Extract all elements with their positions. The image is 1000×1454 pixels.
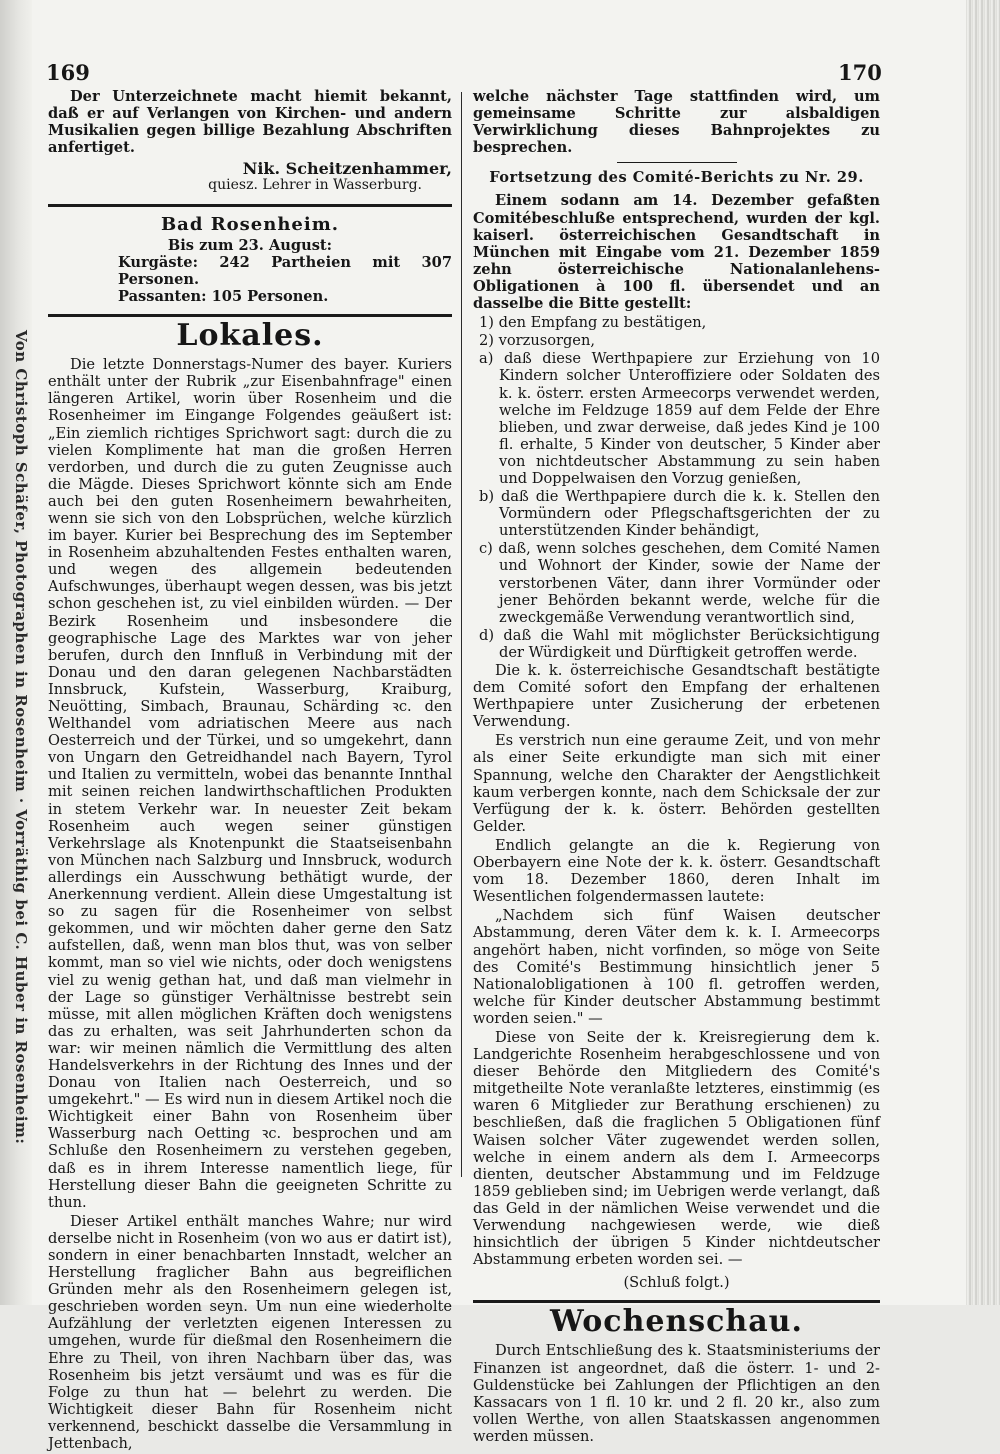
bad-rosenheim-title: Bad Rosenheim. xyxy=(160,213,340,235)
bad-date: Bis zum 23. August: xyxy=(167,236,333,254)
comite-paragraph-2: Die k. k. österreichische Gesandtschaft bestätigte dem Comité sofort den Empfang der erhaltenen Werthpapiere unter Zusicherung der erbetenen Verwendung. xyxy=(473,662,880,731)
comite-list-c: c) daß, wenn solches geschehen, dem Comité Namen und Wohnort der Kinder, sowie der Name der verstorbenen Väter, dann ihrer Vormünder oder jener Behörden bekannt werde, welche für die zweckgemäße Verwendung verantwortlich sind, xyxy=(479,540,880,626)
wochenschau-title: Wochenschau. xyxy=(550,1304,803,1340)
page-number-left: 169 xyxy=(46,60,90,85)
kurgaeste-line: Kurgäste: 242 Partheien mit 307 Personen. xyxy=(118,253,452,288)
schluss-folgt: (Schluß folgt.) xyxy=(623,1274,730,1292)
column-divider xyxy=(461,92,462,1177)
page-stack-edge xyxy=(966,0,1000,1305)
spine-advertisement-text: Von Christoph Schäfer, Photographen in Rosenheim · Vorräthig bei C. Huber in Rosenheim: xyxy=(12,330,30,1145)
notice-signature-title: quiesz. Lehrer in Wasserburg. xyxy=(208,177,422,194)
notice-signature-name: Nik. Scheitzenhammer, xyxy=(242,159,452,179)
comite-paragraph-4: Endlich gelangte an die k. Regierung von Oberbayern eine Note der k. k. österr. Gesandtschaft vom 18. Dezember 1860, deren Inhalt im Wesentlichen folgendermassen lautete: xyxy=(473,836,880,906)
comite-list-a: a) daß diese Werthpapiere zur Erziehung von 10 Kindern solcher Unteroffiziere oder Soldaten des k. k. österr. ersten Armeecorps verwendet werden, welche im Feldzuge 1859 auf dem Felde der Ehre blieben, und zwar derweise, daß jedes Kind je 100 fl. erhalte, 5 Kinder von deutscher, 5 Kinder aber von nichtdeutscher Abstammung zu sein haben und Doppelwaisen den Vorzug genießen, xyxy=(479,350,880,487)
comite-list-d: d) daß die Wahl mit möglichster Berücksichtigung der Würdigkeit und Dürftigkeit getroffen werde. xyxy=(479,626,880,661)
wochenschau-paragraph-1: Durch Entschließung des k. Staatsministeriums der Finanzen ist angeordnet, daß die österr. 1- und 2-Guldenstücke bei Zahlungen der Pflichtigen an den Kassacars von 1 fl. 10 kr. und 2 fl. 20 kr., also zum vollen Werthe, von allen Staatskassen angenommen werden müssen. xyxy=(473,1342,880,1445)
section-rule xyxy=(48,314,452,317)
comite-list-1: 1) den Empfang zu bestätigen, xyxy=(479,314,707,332)
left-column xyxy=(48,88,452,1454)
comite-title: Fortsetzung des Comité-Berichts zu Nr. 29. xyxy=(489,169,864,187)
section-rule xyxy=(48,204,452,207)
section-rule xyxy=(473,1300,880,1303)
short-rule xyxy=(617,162,737,163)
comite-list-2: 2) vorzusorgen, xyxy=(479,332,595,350)
comite-quote: „Nachdem sich fünf Waisen deutscher Abstammung, deren Väter dem k. k. I. Armeecorps angehört haben, nicht vorfinden, so möge von Seite des Comité's Bestimmung hinsichtlich jener 5 Nationalobligationen à 100 fl. getroffen werden, welche für Kinder deutscher Abstammung bestimmt worden seien." — xyxy=(473,907,880,1027)
lokales-paragraph-2: Dieser Artikel enthält manches Wahre; nur wird derselbe nicht in Rosenheim (von wo aus er datirt ist), sondern in einer benachbarten Innstadt, welcher an Herstellung fraglicher Bahn aus begreiflichen Gründen mehr als den Rosenheimern gelegen ist, geschrieben worden seyn. Um nun eine wiederholte Aufzählung der verletzten eigenen Interessen zu umgehen, wurde für dießmal den Rosenheimern die Ehre zu Theil, von ihren Nachbarn über das, was Rosenheim bis jetzt versäumt und was es für die Folge zu thun hat — belehrt zu werden. Die Wichtigkeit dieser Bahn für Rosenheim nicht verkennend, beschickt dasselbe die Versammlung in Jettenbach, xyxy=(48,1212,452,1453)
comite-paragraph-5: Diese von Seite der k. Kreisregierung dem k. Landgerichte Rosenheim herabgeschlossene und von dieser Behörde den Mitgliedern des Comité's mitgetheilte Note veranlaßte letzteres, einstimmig (es waren 6 Mitglieder zur Berathung erschienen) zu beschließen, daß die fraglichen 5 Obligationen fünf Waisen solcher Väter zugewendet werden sollen, welche in einem andern als dem I. Armeecorps dienten, deutscher Abstammung und im Feldzuge 1859 geblieben sind; im Uebrigen werde verlangt, daß das Geld in der nämlichen Weise verwendet und die Verwendung nachgewiesen werde, wie dieß hinsichtlich der übrigen 5 Kinder nichtdeutscher Abstammung erbeten worden sei. — xyxy=(473,1028,880,1269)
comite-paragraph-1: Einem sodann am 14. Dezember gefaßten Comitébeschluße entsprechend, wurden der kgl. kaiserl. österreichischen Gesandtschaft in München mit Eingabe vom 21. Dezember 1859 zehn österreichische Nationalanlehens-Obligationen à 100 fl. übersendet und an dasselbe die Bitte gestellt: xyxy=(473,192,880,313)
page-number-right: 170 xyxy=(838,60,882,85)
comite-paragraph-3: Es verstrich nun eine geraume Zeit, und von mehr als einer Seite erkundigte man sich mit einer Spannung, welche den Charakter der Aengstlichkeit kaum verbergen konnte, nach dem Schicksale der zur Verfügung der k. k. österr. Behörden gestellten Gelder. xyxy=(473,732,880,835)
lokales-paragraph-1: Die letzte Donnerstags-Numer des bayer. Kuriers enthält unter der Rubrik „zur Eisenbahnfrage" einen längeren Artikel, worin über Rosenheim und die Rosenheimer im Eingange Folgendes geäußert ist: „Ein ziemlich richtiges Sprichwort sagt: durch die zu vielen Komplimente hat man die großen Herren verdorben, und durch die zu guten Zeugnisse auch die Mägde. Dieses Sprichwort könnte sich am Ende auch bei den guten Rosenheimern bewahrheiten, wenn sie sich von den Lobsprüchen, welche kürzlich im bayer. Kurier bei Besprechung des im September in Rosenheim abzuhaltenden Festes enthalten waren, und wegen des allgemein bedeutenden Aufschwunges, überhaupt wegen dessen, was bis jetzt schon geschehen ist, zu viel einbilden würden. — Der Bezirk Rosenheim und insbesondere die geographische Lage des Marktes war von jeher berufen, durch den Innfluß in Verbindung mit der Donau und den daran gelegenen Nachbarstädten Innsbruck, Kufstein, Wasserburg, Kraiburg, Neuötting, Simbach, Braunau, Schärding ꝛc. den Welthandel vom adriatischen Meere aus nach Oesterreich und der Türkei, und so umgekehrt, dann von Ungarn den Getreidhandel nach Bayern, Tyrol und Italien zu vermitteln, wobei das benannte Innthal mit seinen reichen landwirthschaftlichen Produkten in stetem Verkehr war. In neuester Zeit bekam Rosenheim auch wegen seiner günstigen Verkehrslage als Knotenpunkt die Staatseisenbahn von München nach Salzburg und Innsbruck, wodurch allerdings ein Ausschwung bethätigt wurde, der Anerkennung verdient. Allein diese Umgestaltung ist so zu sagen für die Rosenheimer von selbst gekommen, und wir möchten daher gerne den Satz aufstellen, daß, wenn man blos thut, was von selber kommt, man so viel wie nichts, oder doch wenigstens viel zu wenig gethan hat, und daß man vielmehr in der Lage so günstiger Verhältnisse bestrebt sein müsse, mit allen möglichen Kräften doch wenigstens das zu erhalten, was seit Jahrhunderten schon da war: wir meinen nämlich die Vermittlung des alten Handelsverkehrs in der Richtung des Innes und der Donau von Italien nach Oesterreich, und so umgekehrt." — Es wird nun in diesem Artikel noch die Wichtigkeit einer Bahn von Rosenheim über Wasserburg nach Oetting ꝛc. besprochen und am Schluße den Rosenheimern zu verstehen gegeben, daß es in ihrem Interesse namentlich liege, für Herstellung dieser Bahn die geeigneten Schritte zu thun. xyxy=(48,356,452,1211)
bahn-continuation: welche nächster Tage stattfinden wird, um gemeinsame Schritte zur alsbaldigen Verwirklichung dieses Bahnprojektes zu besprechen. xyxy=(473,88,880,157)
binding-gutter xyxy=(0,0,32,1305)
lokales-title: Lokales. xyxy=(176,318,324,354)
right-column xyxy=(473,88,880,1447)
comite-list-b: b) daß die Werthpapiere durch die k. k. Stellen den Vormündern oder Pflegschaftsgerichten der zu unterstützenden Kinder behändigt, xyxy=(479,488,880,540)
passanten-line: Passanten: 105 Personen. xyxy=(118,287,329,305)
musikalien-notice: Der Unterzeichnete macht hiemit bekannt, daß er auf Verlangen von Kirchen- und andern Musikalien gegen billige Bezahlung Abschriften anfertiget. xyxy=(48,88,452,157)
